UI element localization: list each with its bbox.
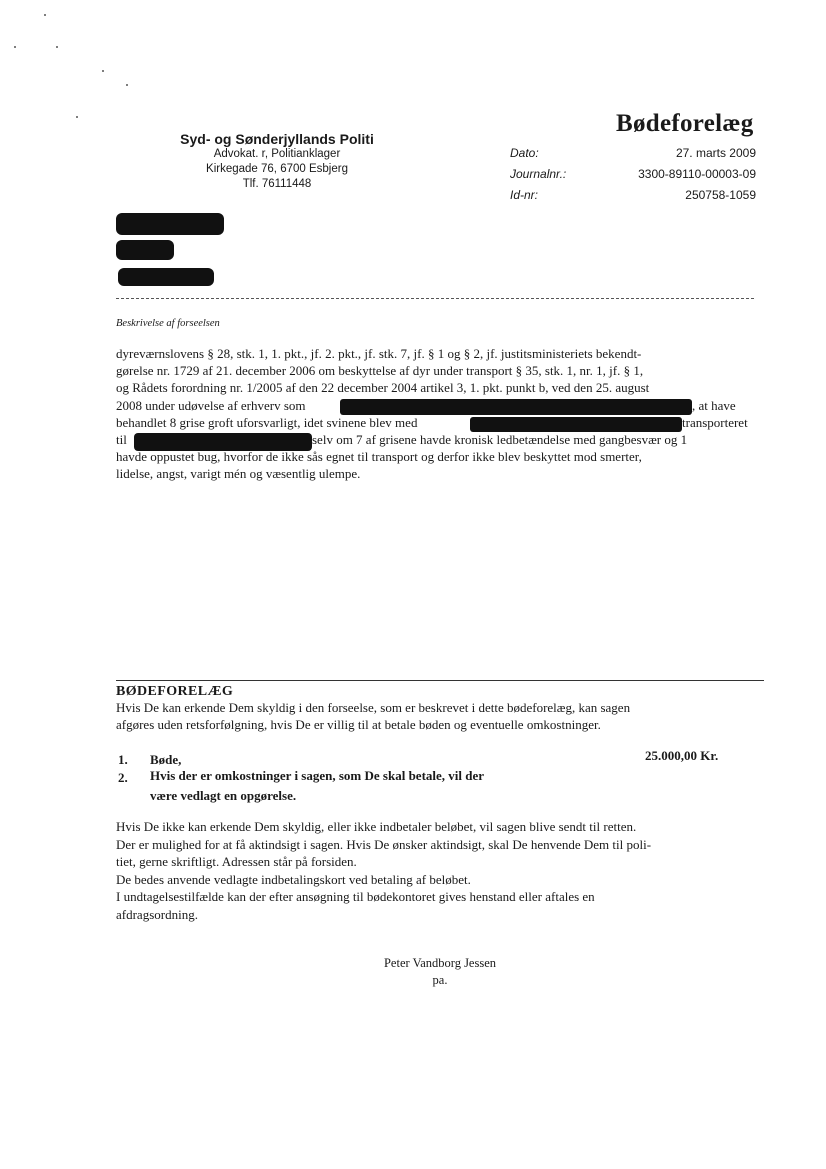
signature-suffix: pa. bbox=[432, 973, 448, 987]
scan-speck bbox=[14, 46, 16, 48]
meta-value: 250758-1059 bbox=[685, 188, 756, 202]
sender-organization: Syd- og Sønderjyllands Politi bbox=[180, 131, 374, 147]
item-text-continued: være vedlagt en opgørelse. bbox=[150, 788, 297, 803]
description-line: dyreværnslovens § 28, stk. 1, 1. pkt., jf. 2. pkt., jf. stk. 7, jf. § 1 og § 2, jf. justitsministeriets bekendt- bbox=[116, 346, 642, 361]
scan-speck bbox=[126, 84, 128, 86]
redacted-occupation bbox=[340, 399, 692, 415]
closing-line: Der er mulighed for at få aktindsigt i sagen. Hvis De ønsker aktindsigt, skal De henvende Dem til poli- bbox=[116, 837, 652, 852]
item-text: Bøde, bbox=[150, 752, 182, 767]
meta-label: Dato: bbox=[510, 146, 539, 160]
description-label: Beskrivelse af forseelsen bbox=[116, 318, 220, 329]
section-divider bbox=[116, 298, 754, 299]
redacted-vehicle bbox=[470, 417, 682, 432]
fine-intro-line: afgøres uden retsforfølgning, hvis De er villig til at betale bøden og eventuelle omkostninger. bbox=[116, 717, 601, 732]
sender-block bbox=[168, 132, 386, 192]
description-line: gørelse nr. 1729 af 21. december 2006 om beskyttelse af dyr under transport § 35, stk. 1, nr. 1, jf. § 1, bbox=[116, 363, 644, 378]
redacted-recipient-city bbox=[118, 268, 214, 286]
sender-address: Kirkegade 76, 6700 Esbjerg bbox=[206, 163, 348, 175]
description-line: selv om 7 af grisene havde kronisk ledbetændelse med gangbesvær og 1 bbox=[312, 432, 688, 447]
fine-intro-line: Hvis De kan erkende Dem skyldig i den forseelse, som er beskrevet i dette bødeforelæg, kan sagen bbox=[116, 700, 631, 715]
item-number: 1. bbox=[118, 752, 128, 767]
scan-speck bbox=[56, 46, 58, 48]
fine-section-rule bbox=[116, 680, 764, 681]
description-line: havde oppustet bug, hvorfor de ikke sås egnet til transport og derfor ikke blev beskyttet mod smerter, bbox=[116, 449, 642, 464]
redacted-recipient-address bbox=[116, 240, 174, 260]
closing-line: Hvis De ikke kan erkende Dem skyldig, eller ikke indbetaler beløbet, vil sagen blive sendt til retten. bbox=[116, 819, 637, 834]
closing-line: afdragsordning. bbox=[116, 907, 198, 922]
closing-line: I undtagelsestilfælde kan der efter ansøgning til bødekontoret gives henstand eller aftales en bbox=[116, 889, 595, 904]
meta-value: 3300-89110-00003-09 bbox=[638, 167, 756, 181]
description-line: behandlet 8 grise groft uforsvarligt, idet svinene blev med bbox=[116, 415, 418, 430]
scan-speck bbox=[102, 70, 104, 72]
closing-line: De bedes anvende vedlagte indbetalingskort ved betaling af beløbet. bbox=[116, 872, 471, 887]
meta-id bbox=[510, 188, 756, 208]
description-line: transporteret bbox=[682, 415, 748, 430]
description-line: og Rådets forordning nr. 1/2005 af den 22 december 2004 artikel 3, 1. pkt. punkt b, ved den 25. august bbox=[116, 380, 650, 395]
description-line: , at have bbox=[692, 398, 736, 413]
document-title: Bødeforelæg bbox=[616, 110, 754, 137]
meta-label: Journalnr.: bbox=[510, 167, 567, 181]
meta-value: 27. marts 2009 bbox=[675, 146, 756, 160]
meta-journal bbox=[510, 167, 756, 187]
scan-speck bbox=[76, 116, 78, 118]
sender-phone: Tlf. 76111448 bbox=[242, 178, 312, 190]
signature-name: Peter Vandborg Jessen bbox=[383, 956, 497, 970]
fine-heading: BØDEFORELÆG bbox=[116, 684, 234, 699]
description-line: til bbox=[116, 432, 127, 447]
meta-label: Id-nr: bbox=[510, 188, 539, 202]
scan-speck bbox=[44, 14, 46, 16]
sender-department: Advokat. r, Politianklager bbox=[213, 148, 341, 160]
fine-amount: 25.000,00 Kr. bbox=[645, 748, 719, 763]
item-text: Hvis der er omkostninger i sagen, som De skal betale, vil der bbox=[150, 768, 485, 783]
redacted-recipient-name bbox=[116, 213, 224, 235]
description-line: lidelse, angst, varigt mén og væsentlig ulempe. bbox=[116, 466, 361, 481]
item-number: 2. bbox=[118, 770, 128, 785]
description-line: 2008 under udøvelse af erhverv som bbox=[116, 398, 306, 413]
closing-line: tiet, gerne skriftligt. Adressen står på forsiden. bbox=[116, 854, 357, 869]
meta-date bbox=[510, 146, 756, 166]
